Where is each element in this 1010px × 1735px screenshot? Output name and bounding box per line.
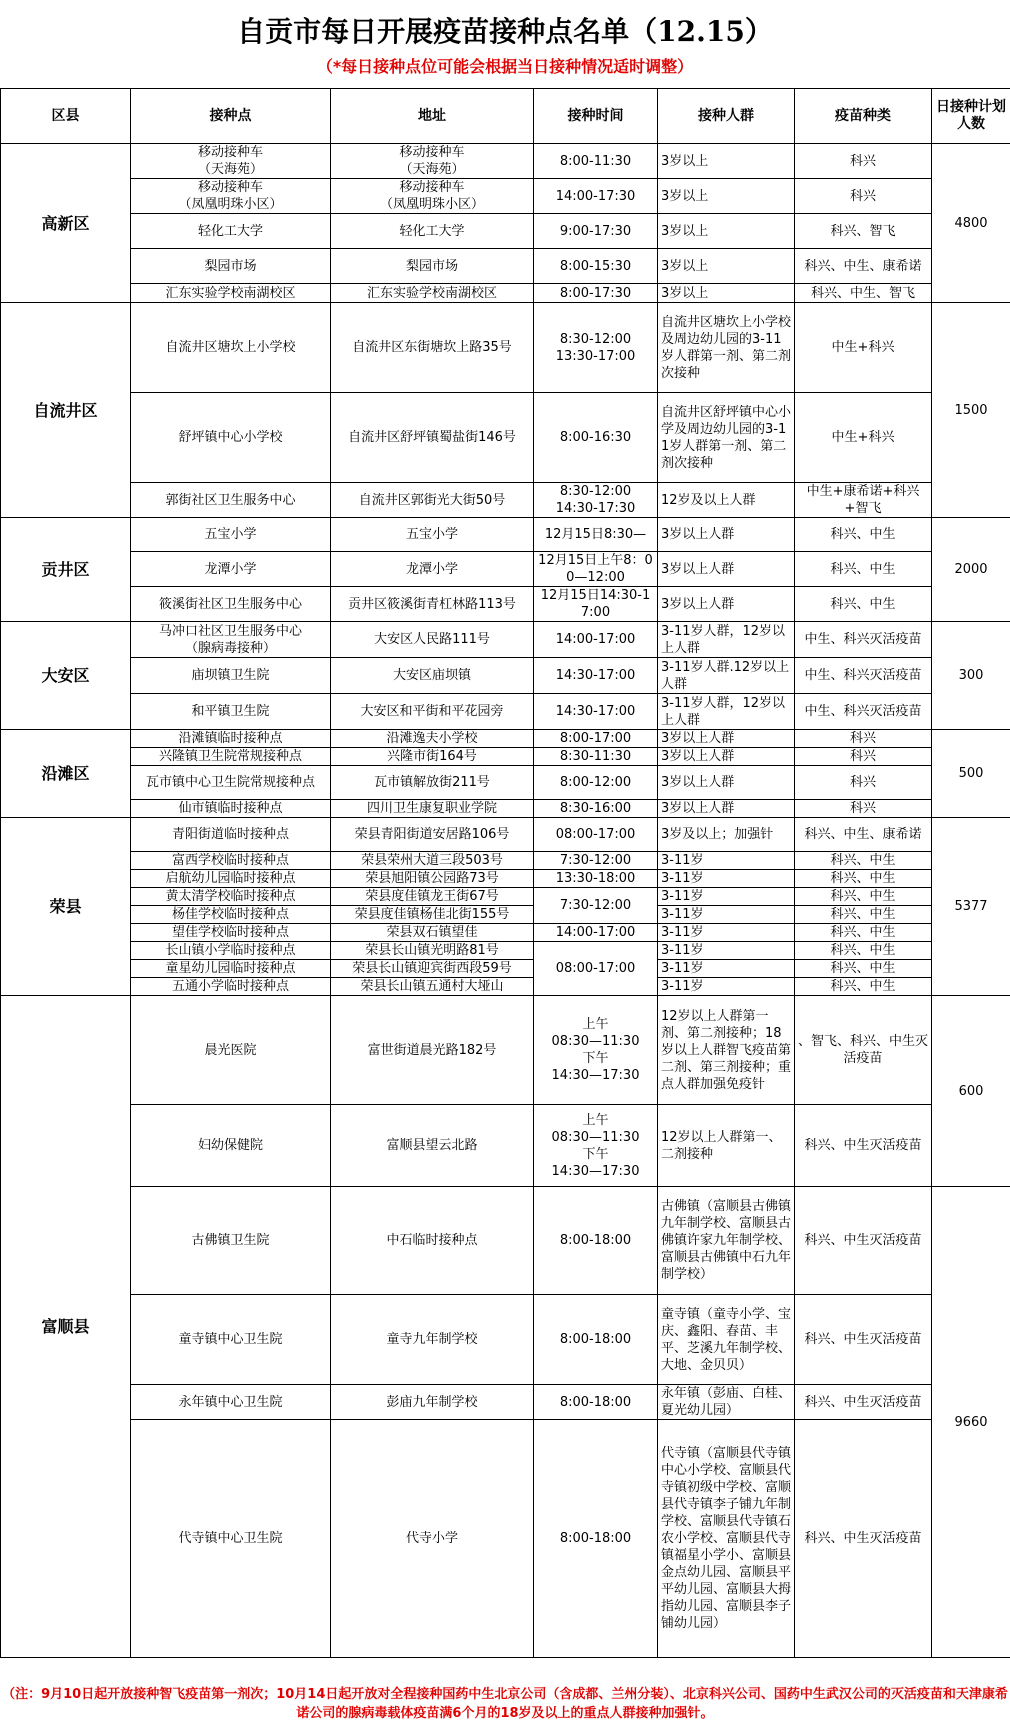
time-cell: 8:00-12:00	[534, 766, 658, 800]
page-subtitle: （*每日接种点位可能会根据当日接种情况适时调整）	[316, 57, 694, 76]
table-row	[1, 766, 1010, 800]
site-cell: 移动接种车 （凤凰明珠小区）	[131, 179, 331, 214]
time-cell: 8:00-16:30	[534, 393, 658, 483]
time-cell: 12月15日上午8：00—12:00	[534, 552, 658, 587]
people-cell: 自流井区舒坪镇中心小学及周边幼儿园的3-11岁人群第一剂、第二剂次接种	[658, 393, 795, 483]
vaccine-cell: 科兴、中生	[795, 888, 932, 906]
vaccine-cell: 科兴、智飞	[795, 214, 932, 249]
header-quota: 日接种计划人数	[932, 89, 1010, 144]
vaccination-sites-table	[0, 88, 1010, 1658]
site-cell: 望佳学校临时接种点	[131, 924, 331, 942]
people-cell: 3岁以上人群	[658, 552, 795, 587]
address-cell: 童寺九年制学校	[331, 1295, 534, 1385]
people-cell: 3岁以上	[658, 179, 795, 214]
address-cell: 大安区庙坝镇	[331, 658, 534, 694]
time-cell: 12月15日14:30-17:00	[534, 587, 658, 622]
address-cell: 龙潭小学	[331, 552, 534, 587]
site-cell: 黄太清学校临时接种点	[131, 888, 331, 906]
address-cell: 荣县度佳镇杨佳北街155号	[331, 906, 534, 924]
people-cell: 3-11岁	[658, 942, 795, 960]
vaccine-cell: 科兴、中生、康希诺	[795, 249, 932, 284]
vaccine-cell: 科兴	[795, 179, 932, 214]
site-cell: 古佛镇卫生院	[131, 1187, 331, 1295]
people-cell: 3-11岁	[658, 978, 795, 996]
vaccine-cell: 、智飞、科兴、中生灭活疫苗	[795, 996, 932, 1105]
address-cell: 荣县长山镇光明路81号	[331, 942, 534, 960]
time-cell: 8:00-11:30	[534, 144, 658, 179]
address-cell: 荣县青阳街道安居路106号	[331, 818, 534, 852]
table-row	[1, 748, 1010, 766]
table-row	[1, 978, 1010, 996]
people-cell: 代寺镇（富顺县代寺镇中心小学校、富顺县代寺镇初级中学校、富顺县代寺镇李子铺九年制学校、富顺县代寺镇石农小学校、富顺县代寺镇福星小学小、富顺县金点幼儿园、富顺县平平幼儿园、富顺县大拇指幼儿园、富顺县李子铺幼儿园）	[658, 1420, 795, 1658]
table-row	[1, 906, 1010, 924]
time-cell: 14:00-17:00	[534, 924, 658, 942]
time-cell: 上午 08:30—11:30 下午 14:30—17:30	[534, 996, 658, 1105]
table-row	[1, 996, 1010, 1105]
district-cell: 荣县	[1, 818, 131, 996]
table-row	[1, 393, 1010, 483]
site-cell: 自流井区塘坎上小学校	[131, 303, 331, 393]
time-cell: 8:30-12:00 13:30-17:00	[534, 303, 658, 393]
address-cell: 富顺县望云北路	[331, 1105, 534, 1187]
table-row	[1, 694, 1010, 730]
quota-cell: 2000	[932, 518, 1010, 622]
header-site: 接种点	[131, 89, 331, 144]
table-row	[1, 960, 1010, 978]
people-cell: 3岁以上人群	[658, 766, 795, 800]
people-cell: 自流井区塘坎上小学校及周边幼儿园的3-11岁人群第一剂、第二剂次接种	[658, 303, 795, 393]
table-row	[1, 818, 1010, 852]
address-cell: 贡井区筱溪街青杠林路113号	[331, 587, 534, 622]
site-cell: 沿滩镇临时接种点	[131, 730, 331, 748]
people-cell: 12岁以上人群第一、二剂接种	[658, 1105, 795, 1187]
address-cell: 自流井区郭街光大街50号	[331, 483, 534, 518]
district-cell: 富顺县	[1, 996, 131, 1658]
site-cell: 妇幼保健院	[131, 1105, 331, 1187]
table-row	[1, 303, 1010, 393]
time-cell: 8:00-15:30	[534, 249, 658, 284]
table-row	[1, 214, 1010, 249]
vaccine-cell: 中生、科兴灭活疫苗	[795, 658, 932, 694]
vaccine-cell: 科兴	[795, 766, 932, 800]
address-cell: 汇东实验学校南湖校区	[331, 284, 534, 303]
table-row	[1, 870, 1010, 888]
address-cell: 荣县长山镇迎宾街西段59号	[331, 960, 534, 978]
time-cell: 8:30-11:30	[534, 748, 658, 766]
table-row	[1, 1187, 1010, 1295]
vaccine-cell: 科兴、中生灭活疫苗	[795, 1187, 932, 1295]
people-cell: 12岁及以上人群	[658, 483, 795, 518]
people-cell: 3-11岁人群，12岁以上人群	[658, 622, 795, 658]
header-people: 接种人群	[658, 89, 795, 144]
address-cell: 中石临时接种点	[331, 1187, 534, 1295]
table-row	[1, 249, 1010, 284]
people-cell: 3-11岁人群，12岁以上人群	[658, 694, 795, 730]
address-cell: 自流井区舒坪镇蜀盐街146号	[331, 393, 534, 483]
table-row	[1, 622, 1010, 658]
people-cell: 3岁以上人群	[658, 518, 795, 552]
site-cell: 梨园市场	[131, 249, 331, 284]
time-cell: 14:00-17:00	[534, 622, 658, 658]
people-cell: 3岁及以上；加强针	[658, 818, 795, 852]
site-cell: 和平镇卫生院	[131, 694, 331, 730]
address-cell: 彭庙九年制学校	[331, 1385, 534, 1420]
district-cell: 贡井区	[1, 518, 131, 622]
address-cell: 兴隆市街164号	[331, 748, 534, 766]
people-cell: 3-11岁	[658, 870, 795, 888]
table-row	[1, 730, 1010, 748]
district-cell: 自流井区	[1, 303, 131, 518]
people-cell: 3-11岁	[658, 906, 795, 924]
address-cell: 富世街道晨光路182号	[331, 996, 534, 1105]
vaccine-cell: 科兴、中生	[795, 518, 932, 552]
table-row	[1, 942, 1010, 960]
vaccine-cell: 科兴、中生	[795, 587, 932, 622]
header-district: 区县	[1, 89, 131, 144]
quota-cell: 600	[932, 996, 1010, 1187]
people-cell: 3岁以上	[658, 284, 795, 303]
vaccine-cell: 科兴、中生	[795, 960, 932, 978]
time-cell: 8:00-18:00	[534, 1187, 658, 1295]
address-cell: 荣县度佳镇龙王街67号	[331, 888, 534, 906]
table-row	[1, 800, 1010, 818]
table-row	[1, 888, 1010, 906]
table-row	[1, 924, 1010, 942]
address-cell: 荣县长山镇五通村大垭山	[331, 978, 534, 996]
table-row	[1, 1420, 1010, 1658]
quota-cell: 1500	[932, 303, 1010, 518]
vaccine-cell: 科兴、中生、智飞	[795, 284, 932, 303]
time-cell: 8:00-18:00	[534, 1385, 658, 1420]
quota-cell: 300	[932, 622, 1010, 730]
vaccine-cell: 科兴	[795, 800, 932, 818]
site-cell: 马冲口社区卫生服务中心 （腺病毒接种）	[131, 622, 331, 658]
footnote: （注：9月10日起开放接种智飞疫苗第一剂次；10月14日起开放对全程接种国药中生北京公司（含成都、兰州分装）、北京科兴公司、国药中生武汉公司的灭活疫苗和天津康希诺公司的腺病毒载体疫苗满6个月的18岁及以上的重点人群接种加强针。	[2, 1687, 1008, 1721]
site-cell: 晨光医院	[131, 996, 331, 1105]
vaccine-cell: 科兴、中生、康希诺	[795, 818, 932, 852]
quota-cell: 5377	[932, 818, 1010, 996]
people-cell: 3岁以上人群	[658, 730, 795, 748]
header-address: 地址	[331, 89, 534, 144]
time-cell: 08:00-17:00	[534, 942, 658, 996]
people-cell: 童寺镇（童寺小学、宝庆、鑫阳、春苗、丰平、芝溪九年制学校、大地、金贝贝）	[658, 1295, 795, 1385]
address-cell: 荣县旭阳镇公园路73号	[331, 870, 534, 888]
header-time: 接种时间	[534, 89, 658, 144]
vaccine-cell: 科兴	[795, 730, 932, 748]
vaccine-cell: 科兴、中生灭活疫苗	[795, 1385, 932, 1420]
people-cell: 3岁以上	[658, 144, 795, 179]
site-cell: 富西学校临时接种点	[131, 852, 331, 870]
people-cell: 3-11岁	[658, 888, 795, 906]
header-vaccine: 疫苗种类	[795, 89, 932, 144]
site-cell: 瓦市镇中心卫生院常规接种点	[131, 766, 331, 800]
site-cell: 舒坪镇中心小学校	[131, 393, 331, 483]
people-cell: 3岁以上	[658, 214, 795, 249]
address-cell: 大安区人民路111号	[331, 622, 534, 658]
vaccine-cell: 科兴	[795, 748, 932, 766]
site-cell: 青阳街道临时接种点	[131, 818, 331, 852]
quota-cell: 4800	[932, 144, 1010, 303]
page-title: 自贡市每日开展疫苗接种点名单（12.15）	[237, 15, 773, 48]
address-cell: 自流井区东街塘坎上路35号	[331, 303, 534, 393]
vaccine-cell: 科兴、中生	[795, 906, 932, 924]
site-cell: 杨佳学校临时接种点	[131, 906, 331, 924]
address-cell: 移动接种车 （天海苑）	[331, 144, 534, 179]
time-cell: 8:00-17:30	[534, 284, 658, 303]
site-cell: 启航幼儿园临时接种点	[131, 870, 331, 888]
address-cell: 轻化工大学	[331, 214, 534, 249]
people-cell: 永年镇（彭庙、白桂、夏光幼儿园）	[658, 1385, 795, 1420]
table-row	[1, 852, 1010, 870]
address-cell: 梨园市场	[331, 249, 534, 284]
vaccine-cell: 中生+康希诺+科兴+智飞	[795, 483, 932, 518]
vaccine-cell: 中生、科兴灭活疫苗	[795, 622, 932, 658]
address-cell: 移动接种车 （凤凰明珠小区）	[331, 179, 534, 214]
people-cell: 3-11岁	[658, 924, 795, 942]
vaccine-cell: 科兴、中生灭活疫苗	[795, 1420, 932, 1658]
table-row	[1, 483, 1010, 518]
address-cell: 大安区和平街和平花园旁	[331, 694, 534, 730]
address-cell: 四川卫生康复职业学院	[331, 800, 534, 818]
address-cell: 荣县荣州大道三段503号	[331, 852, 534, 870]
people-cell: 3-11岁人群.12岁以上人群	[658, 658, 795, 694]
vaccine-cell: 科兴、中生	[795, 870, 932, 888]
people-cell: 3岁以上人群	[658, 587, 795, 622]
time-cell: 8:00-17:00	[534, 730, 658, 748]
people-cell: 古佛镇（富顺县古佛镇九年制学校、富顺县古佛镇许家九年制学校、富顺县古佛镇中石九年制学校）	[658, 1187, 795, 1295]
district-cell: 高新区	[1, 144, 131, 303]
vaccine-cell: 科兴、中生	[795, 552, 932, 587]
table-row	[1, 552, 1010, 587]
site-cell: 庙坝镇卫生院	[131, 658, 331, 694]
site-cell: 移动接种车 （天海苑）	[131, 144, 331, 179]
site-cell: 童星幼儿园临时接种点	[131, 960, 331, 978]
time-cell: 14:00-17:30	[534, 179, 658, 214]
header-row	[1, 89, 1010, 144]
vaccine-cell: 科兴	[795, 144, 932, 179]
time-cell: 8:00-18:00	[534, 1295, 658, 1385]
vaccine-cell: 科兴、中生	[795, 942, 932, 960]
site-cell: 筱溪街社区卫生服务中心	[131, 587, 331, 622]
site-cell: 轻化工大学	[131, 214, 331, 249]
vaccine-cell: 科兴、中生	[795, 924, 932, 942]
time-cell: 7:30-12:00	[534, 852, 658, 870]
table-row	[1, 1295, 1010, 1385]
vaccine-cell: 科兴、中生灭活疫苗	[795, 1295, 932, 1385]
address-cell: 瓦市镇解放街211号	[331, 766, 534, 800]
vaccine-cell: 科兴、中生	[795, 978, 932, 996]
time-cell: 13:30-18:00	[534, 870, 658, 888]
address-cell: 荣县双石镇望佳	[331, 924, 534, 942]
people-cell: 3-11岁	[658, 852, 795, 870]
site-cell: 仙市镇临时接种点	[131, 800, 331, 818]
people-cell: 3岁以上人群	[658, 748, 795, 766]
people-cell: 3岁以上	[658, 249, 795, 284]
time-cell: 8:30-12:00 14:30-17:30	[534, 483, 658, 518]
site-cell: 代寺镇中心卫生院	[131, 1420, 331, 1658]
vaccine-cell: 中生+科兴	[795, 303, 932, 393]
site-cell: 永年镇中心卫生院	[131, 1385, 331, 1420]
site-cell: 五通小学临时接种点	[131, 978, 331, 996]
address-cell: 代寺小学	[331, 1420, 534, 1658]
site-cell: 兴隆镇卫生院常规接种点	[131, 748, 331, 766]
site-cell: 五宝小学	[131, 518, 331, 552]
site-cell: 龙潭小学	[131, 552, 331, 587]
address-cell: 沿滩逸夫小学校	[331, 730, 534, 748]
district-cell: 沿滩区	[1, 730, 131, 818]
site-cell: 汇东实验学校南湖校区	[131, 284, 331, 303]
vaccine-cell: 科兴、中生	[795, 852, 932, 870]
table-row	[1, 1105, 1010, 1187]
quota-cell: 500	[932, 730, 1010, 818]
vaccine-cell: 中生+科兴	[795, 393, 932, 483]
site-cell: 长山镇小学临时接种点	[131, 942, 331, 960]
district-cell: 大安区	[1, 622, 131, 730]
table-row	[1, 179, 1010, 214]
people-cell: 12岁以上人群第一剂、第二剂接种；18岁以上人群智飞疫苗第二剂、第三剂接种；重点人群加强免疫针	[658, 996, 795, 1105]
time-cell: 12月15日8:30—	[534, 518, 658, 552]
table-row	[1, 284, 1010, 303]
table-row	[1, 1385, 1010, 1420]
time-cell: 8:30-16:00	[534, 800, 658, 818]
table-row	[1, 518, 1010, 552]
vaccine-cell: 中生、科兴灭活疫苗	[795, 694, 932, 730]
site-cell: 童寺镇中心卫生院	[131, 1295, 331, 1385]
time-cell: 上午 08:30—11:30 下午 14:30—17:30	[534, 1105, 658, 1187]
time-cell: 14:30-17:00	[534, 658, 658, 694]
time-cell: 9:00-17:30	[534, 214, 658, 249]
time-cell: 7:30-12:00	[534, 888, 658, 924]
address-cell: 五宝小学	[331, 518, 534, 552]
time-cell: 08:00-17:00	[534, 818, 658, 852]
table-row	[1, 658, 1010, 694]
table-row	[1, 587, 1010, 622]
time-cell: 14:30-17:00	[534, 694, 658, 730]
people-cell: 3-11岁	[658, 960, 795, 978]
site-cell: 郭街社区卫生服务中心	[131, 483, 331, 518]
people-cell: 3岁以上人群	[658, 800, 795, 818]
vaccine-cell: 科兴、中生灭活疫苗	[795, 1105, 932, 1187]
quota-cell: 9660	[932, 1187, 1010, 1658]
table-row	[1, 144, 1010, 179]
time-cell: 8:00-18:00	[534, 1420, 658, 1658]
